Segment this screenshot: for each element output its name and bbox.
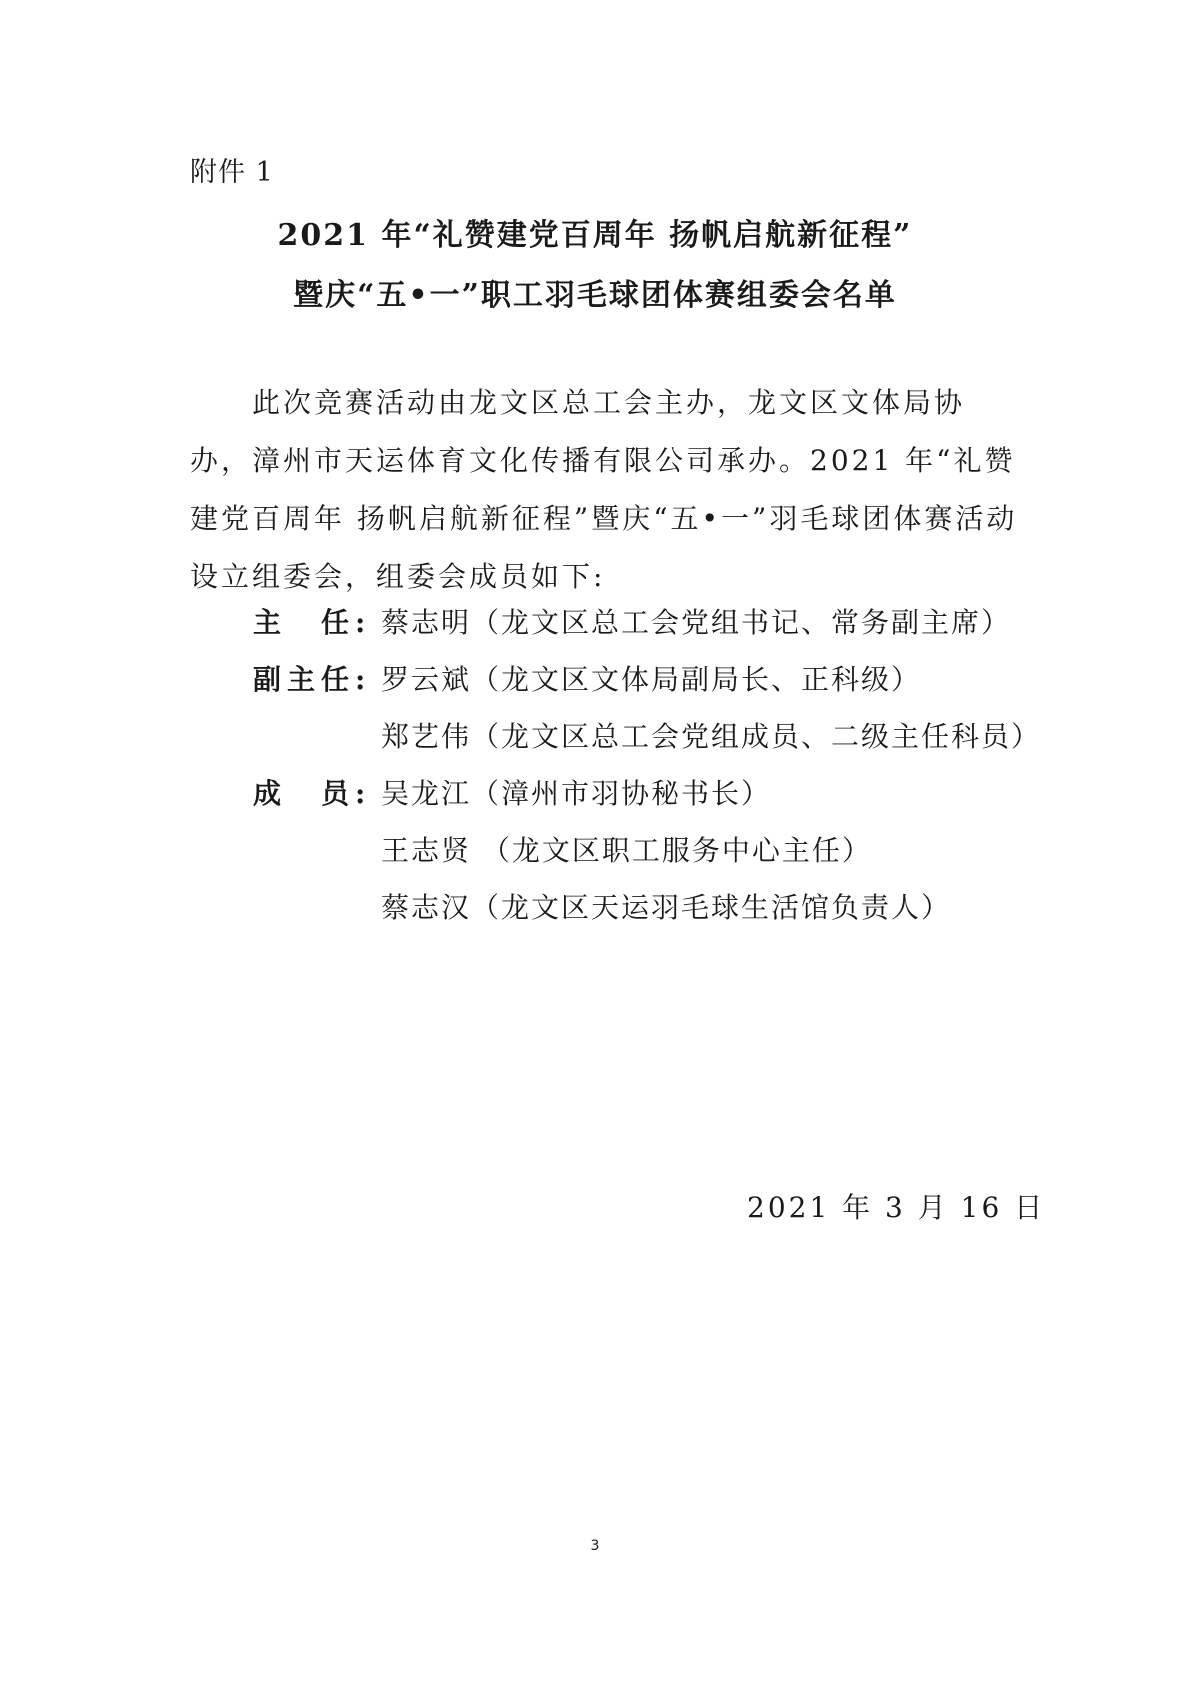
document-title-line-1: 2021 年“礼赞建党百周年 扬帆启航新征程”	[277, 218, 913, 253]
committee-member: 蔡志汉（龙文区天运羽毛球生活馆负责人）	[381, 891, 952, 924]
committee-member: 郑艺伟（龙文区总工会党组成员、二级主任科员）	[381, 720, 1042, 753]
document-date: 2021 年 3 月 16 日	[747, 1191, 1046, 1224]
intro-paragraph	[190, 374, 1020, 606]
committee-row	[253, 601, 1011, 641]
committee-role: 副主任:	[253, 663, 372, 696]
committee-member: 罗云斌（龙文区文体局副局长、正科级）	[381, 663, 922, 696]
document-title-line-2: 暨庆“五•一”职工羽毛球团体赛组委会名单	[293, 278, 897, 313]
committee-member: 蔡志明（龙文区总工会党组书记、常务副主席）	[381, 606, 1012, 639]
committee-row	[253, 658, 921, 698]
committee-row	[253, 715, 1041, 755]
committee-row	[253, 886, 951, 926]
attachment-label: 附件 1	[190, 157, 274, 188]
committee-row	[253, 829, 872, 869]
page-number: 3	[590, 1538, 600, 1554]
committee-role: 主 任:	[253, 606, 372, 639]
committee-member: 王志贤 （龙文区职工服务中心主任）	[381, 834, 872, 867]
committee-role: 成 员:	[253, 777, 372, 810]
committee-row	[253, 772, 771, 812]
committee-member: 吴龙江（漳州市羽协秘书长）	[381, 777, 772, 810]
intro-text: 此次竞赛活动由龙文区总工会主办，龙文区文体局协办，漳州市天运体育文化传播有限公司承办。2021 年“礼赞建党百周年 扬帆启航新征程”暨庆“五•一”羽毛球团体赛活动设立组委会，组委会成员如下:	[190, 386, 1018, 593]
